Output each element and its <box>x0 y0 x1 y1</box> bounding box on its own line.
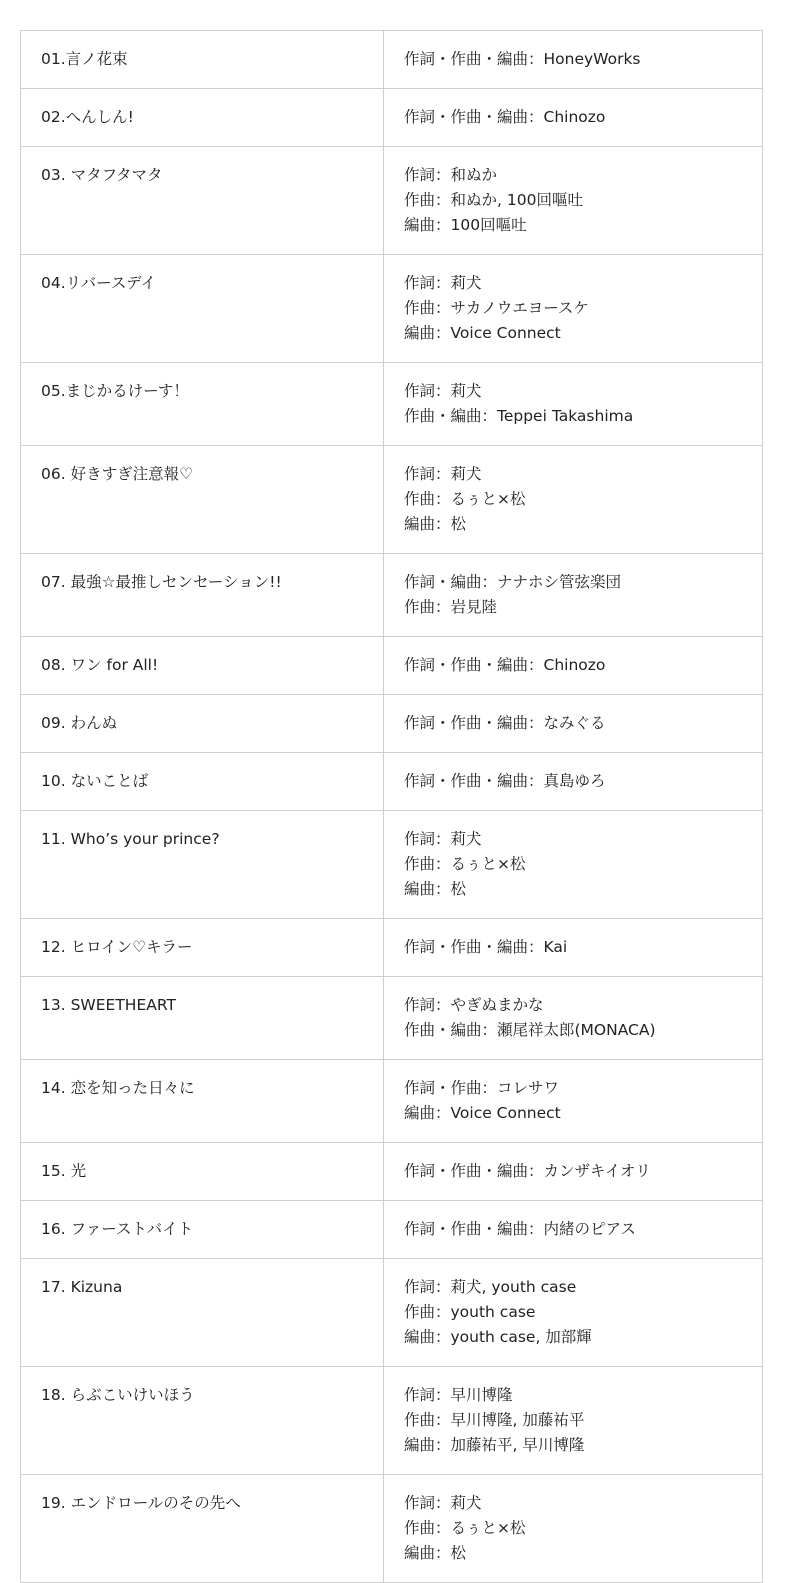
track-credits-cell <box>384 811 763 919</box>
track-title: 01.言ノ花束 <box>41 50 128 68</box>
track-row <box>21 147 763 255</box>
track-credits-cell <box>384 919 763 977</box>
track-credits-cell <box>384 637 763 695</box>
credit-line: 編曲：松 <box>404 1544 467 1562</box>
credit-line: 編曲：youth case, 加部輝 <box>404 1328 592 1346</box>
track-row <box>21 446 763 554</box>
credit-line: 編曲：Voice Connect <box>404 1104 561 1122</box>
credit-line: 作詞・作曲・編曲：真島ゆろ <box>404 772 606 790</box>
track-title-cell <box>21 446 384 554</box>
track-title: 18. らぶこいけいほう <box>41 1386 195 1404</box>
credit-line: 編曲：松 <box>404 515 467 533</box>
track-credits-cell <box>384 753 763 811</box>
track-row <box>21 811 763 919</box>
track-credits-cell <box>384 1201 763 1259</box>
track-row <box>21 977 763 1060</box>
track-title-cell <box>21 637 384 695</box>
credit-line: 作詞・作曲：コレサワ <box>404 1079 560 1097</box>
track-title-cell <box>21 147 384 255</box>
credit-line: 作詞・作曲・編曲：カンザキイオリ <box>404 1162 651 1180</box>
track-credits-cell <box>384 554 763 637</box>
track-credits-cell <box>384 1259 763 1367</box>
track-title: 07. 最強☆最推しセンセーション!! <box>41 573 282 591</box>
track-title: 15. 光 <box>41 1162 87 1180</box>
track-row <box>21 919 763 977</box>
credit-line: 作詞：和ぬか <box>404 166 498 184</box>
track-title-cell <box>21 1201 384 1259</box>
track-title: 09. わんぬ <box>41 714 118 732</box>
track-row <box>21 363 763 446</box>
credit-line: 作詞：莉犬 <box>404 830 482 848</box>
credit-line: 作曲：るぅと×松 <box>404 490 526 508</box>
credit-line: 作詞・作曲・編曲：Chinozo <box>404 108 606 126</box>
track-title: 14. 恋を知った日々に <box>41 1079 195 1097</box>
track-row <box>21 554 763 637</box>
credit-line: 作詞：莉犬 <box>404 1494 482 1512</box>
track-credits-cell <box>384 695 763 753</box>
track-title-cell <box>21 1060 384 1143</box>
track-title: 17. Kizuna <box>41 1278 123 1296</box>
track-credits-cell <box>384 89 763 147</box>
track-title-cell <box>21 1475 384 1583</box>
track-title-cell <box>21 1143 384 1201</box>
credit-line: 編曲：松 <box>404 880 467 898</box>
track-row <box>21 1367 763 1475</box>
track-row <box>21 695 763 753</box>
track-row <box>21 1475 763 1583</box>
track-title: 19. エンドロールのその先へ <box>41 1494 241 1512</box>
track-credits-cell <box>384 147 763 255</box>
track-title: 03. マタフタマタ <box>41 166 163 184</box>
track-credits-cell <box>384 977 763 1060</box>
track-title: 16. ファーストバイト <box>41 1220 194 1238</box>
credit-line: 作詞：莉犬 <box>404 274 482 292</box>
track-row <box>21 89 763 147</box>
credit-line: 作詞・作曲・編曲：Kai <box>404 938 568 956</box>
track-title: 13. SWEETHEART <box>41 996 176 1014</box>
credit-line: 編曲：100回嘔吐 <box>404 216 527 234</box>
credit-line: 作曲・編曲：Teppei Takashima <box>404 407 634 425</box>
track-title: 06. 好きすぎ注意報♡ <box>41 465 193 483</box>
credit-line: 作詞・作曲・編曲：Chinozo <box>404 656 606 674</box>
credit-line: 作詞・作曲・編曲：内緒のピアス <box>404 1220 636 1238</box>
track-title-cell <box>21 977 384 1060</box>
tracklist-container <box>20 30 762 1583</box>
track-row <box>21 1143 763 1201</box>
track-title: 04.リバースデイ <box>41 274 157 292</box>
track-title-cell <box>21 695 384 753</box>
credit-line: 作曲：サカノウエヨースケ <box>404 299 589 317</box>
track-row <box>21 1259 763 1367</box>
track-title-cell <box>21 89 384 147</box>
track-title-cell <box>21 554 384 637</box>
track-title-cell <box>21 919 384 977</box>
credit-line: 作詞：早川博隆 <box>404 1386 513 1404</box>
track-title: 10. ないことば <box>41 772 149 790</box>
track-row <box>21 637 763 695</box>
credit-line: 編曲：Voice Connect <box>404 324 561 342</box>
track-title: 12. ヒロイン♡キラー <box>41 938 193 956</box>
track-credits-cell <box>384 1060 763 1143</box>
track-title-cell <box>21 1367 384 1475</box>
credit-line: 作詞：莉犬, youth case <box>404 1278 577 1296</box>
track-title: 02.へんしん! <box>41 108 134 126</box>
track-row <box>21 753 763 811</box>
track-credits-cell <box>384 363 763 446</box>
track-credits-cell <box>384 31 763 89</box>
track-title: 08. ワン for All! <box>41 656 159 674</box>
track-title-cell <box>21 363 384 446</box>
track-row <box>21 1060 763 1143</box>
credit-line: 作詞・作曲・編曲：なみぐる <box>404 714 606 732</box>
credit-line: 作曲：早川博隆, 加藤祐平 <box>404 1411 585 1429</box>
tracklist-table <box>20 30 763 1583</box>
credit-line: 作詞：莉犬 <box>404 382 482 400</box>
tracklist-body <box>21 31 763 1583</box>
track-title-cell <box>21 31 384 89</box>
track-title-cell <box>21 1259 384 1367</box>
credit-line: 作曲：和ぬか, 100回嘔吐 <box>404 191 583 209</box>
track-title-cell <box>21 255 384 363</box>
track-row <box>21 31 763 89</box>
track-title-cell <box>21 753 384 811</box>
credit-line: 作詞：やぎぬまかな <box>404 996 544 1014</box>
track-title: 11. Who’s your prince? <box>41 830 220 848</box>
track-row <box>21 1201 763 1259</box>
track-title: 05.まじかるけーす！ <box>41 382 189 400</box>
track-credits-cell <box>384 255 763 363</box>
track-title-cell <box>21 811 384 919</box>
track-credits-cell <box>384 1367 763 1475</box>
track-credits-cell <box>384 446 763 554</box>
credit-line: 作曲：岩見陸 <box>404 598 498 616</box>
credit-line: 作曲：るぅと×松 <box>404 855 526 873</box>
credit-line: 作曲：youth case <box>404 1303 536 1321</box>
credit-line: 作曲・編曲：瀬尾祥太郎(MONACA) <box>404 1021 656 1039</box>
credit-line: 作詞：莉犬 <box>404 465 482 483</box>
track-row <box>21 255 763 363</box>
track-credits-cell <box>384 1475 763 1583</box>
track-credits-cell <box>384 1143 763 1201</box>
credit-line: 作詞・作曲・編曲：HoneyWorks <box>404 50 641 68</box>
credit-line: 作詞・編曲：ナナホシ管弦楽団 <box>404 573 622 591</box>
credit-line: 作曲：るぅと×松 <box>404 1519 526 1537</box>
credit-line: 編曲：加藤祐平, 早川博隆 <box>404 1436 585 1454</box>
